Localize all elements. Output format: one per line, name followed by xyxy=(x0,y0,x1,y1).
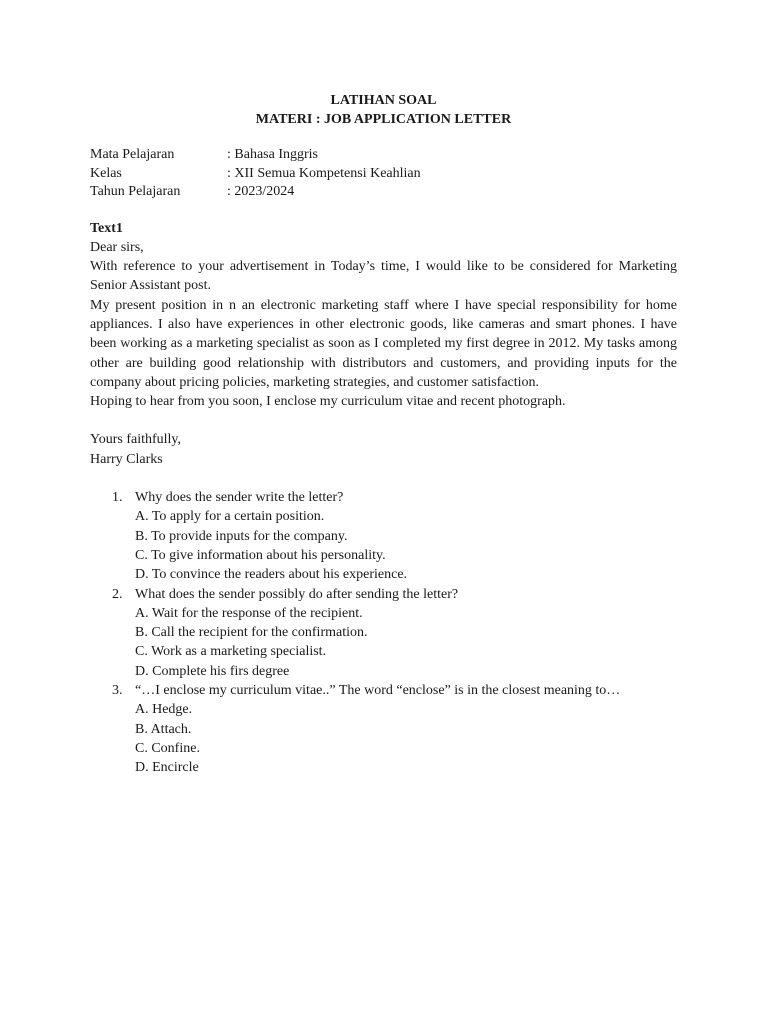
letter-salutation: Dear sirs, xyxy=(90,239,144,255)
answer-option: A. To apply for a certain position. xyxy=(135,509,325,525)
info-value: : Bahasa Inggris xyxy=(227,147,318,162)
answer-option: A. Wait for the response of the recipient. xyxy=(135,605,363,621)
answer-option: B. Attach. xyxy=(135,721,192,737)
info-row-class xyxy=(90,165,677,184)
answer-option: B. Call the recipient for the confirmation. xyxy=(135,625,368,641)
info-block xyxy=(90,146,677,202)
info-label: Tahun Pelajaran xyxy=(90,184,181,199)
answer-option: D. Encircle xyxy=(135,760,199,776)
info-label: Kelas xyxy=(90,165,122,181)
letter-paragraph: With reference to your advertisement in Today’s time, I would like to be considered for Marketing Senior Assistant post. xyxy=(90,259,677,294)
letter-signature: Harry Clarks xyxy=(90,451,163,467)
answer-option: A. Hedge. xyxy=(135,702,193,718)
question-text xyxy=(90,681,677,700)
letter-paragraph: Hoping to hear from you soon, I enclose my curriculum vitae and recent photograph. xyxy=(90,394,566,410)
answer-option: C. Confine. xyxy=(135,740,200,756)
letter-paragraph: My present position in n an electronic marketing staff where I have special responsibility for home appliances. I also have experiences in other electronic goods, like cameras and smart phones. I have been working as a marketing specialist as soon as I completed my first degree in 2012. My tasks among other are building good relationship with distributors and customers, and providing inputs for the company about pricing policies, marketing strategies, and customer satisfaction. xyxy=(90,297,677,390)
info-row-subject xyxy=(90,146,677,165)
question-text xyxy=(90,488,677,507)
answer-option: D. Complete his firs degree xyxy=(135,663,290,679)
answer-option: B. To provide inputs for the company. xyxy=(135,528,348,544)
question-item xyxy=(90,585,677,681)
answer-option: C. To give information about his personality. xyxy=(135,547,386,563)
info-value: : 2023/2024 xyxy=(227,184,295,199)
info-label: Mata Pelajaran xyxy=(90,147,175,162)
letter-body xyxy=(90,238,677,412)
document-subtitle: MATERI : JOB APPLICATION LETTER xyxy=(255,111,512,127)
answer-option: D. To convince the readers about his experience. xyxy=(135,567,408,583)
question-text xyxy=(90,585,677,604)
letter-closing: Yours faithfully, xyxy=(90,432,182,448)
question-item xyxy=(90,488,677,584)
question-label: What does the sender possibly do after sending the letter? xyxy=(135,586,459,602)
info-row-year xyxy=(90,183,677,202)
text-heading: Text1 xyxy=(90,220,123,236)
question-number: 1. xyxy=(112,490,123,506)
question-label: “…I enclose my curriculum vitae..” The word “enclose” is in the closest meaning to… xyxy=(135,683,621,699)
document-title: LATIHAN SOAL xyxy=(330,93,437,108)
question-item xyxy=(90,681,677,777)
question-number: 2. xyxy=(112,586,123,602)
question-label: Why does the sender write the letter? xyxy=(135,490,344,506)
info-value: : XII Semua Kompetensi Keahlian xyxy=(227,165,421,181)
letter-closing-block xyxy=(90,430,677,469)
question-number: 3. xyxy=(112,683,123,699)
document-page xyxy=(90,92,677,778)
question-list xyxy=(90,488,677,777)
answer-option: C. Work as a marketing specialist. xyxy=(135,644,327,660)
